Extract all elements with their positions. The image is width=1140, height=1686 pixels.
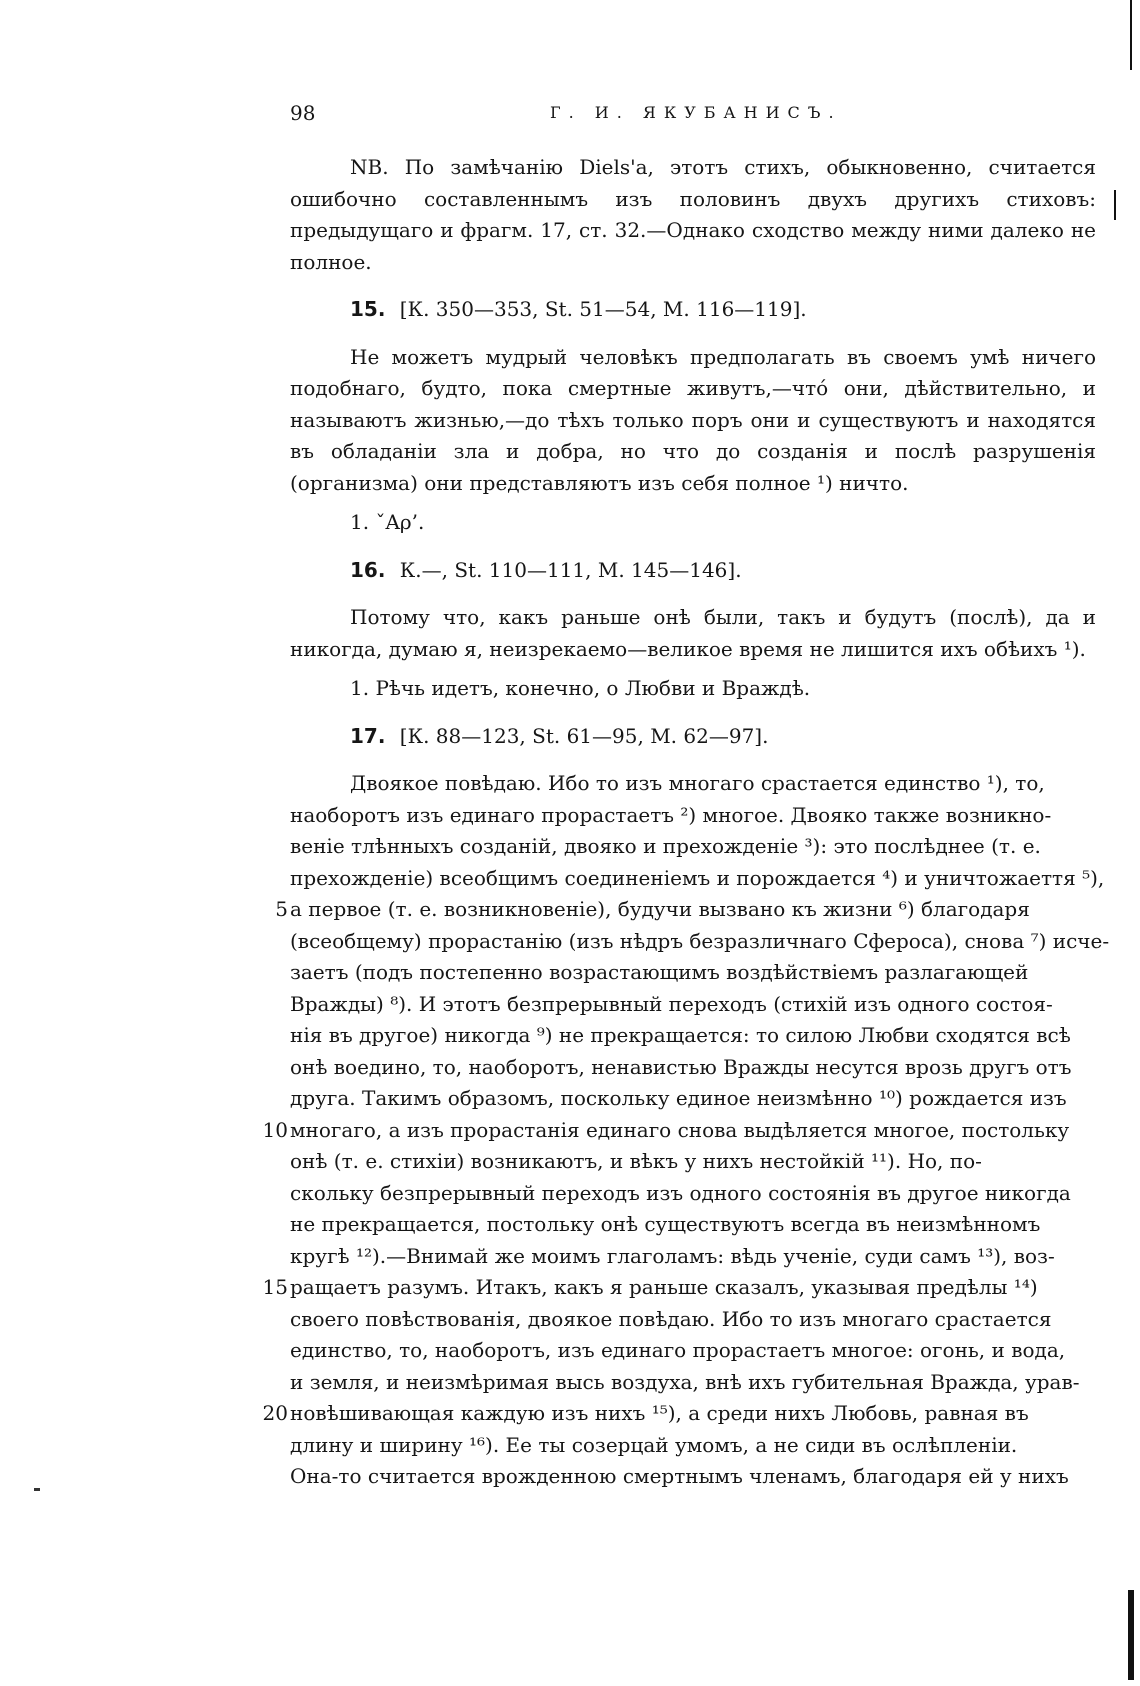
verse-line: [290, 1430, 1096, 1462]
verse-line: [290, 1304, 1096, 1336]
verse-line: [290, 1083, 1096, 1115]
line-number: 20: [262, 1401, 288, 1425]
fragment-16-footnote: 1. Рѣчь идетъ, конечно, о Любви и Враждѣ.: [350, 676, 811, 700]
scan-edge-bottom: [1128, 1590, 1134, 1680]
page-number: 98: [290, 101, 316, 125]
fragment-15-text: Не можетъ мудрый человѣкъ предполагать въ своемъ умѣ ничего подобнаго, будто, пока смертные живутъ,—чтó они, дѣйствительно, и называютъ жизнью,—до тѣхъ только поръ они и существуютъ и находятся въ обладаніи зла и добра, но что до созданія и послѣ разрушенія (организма) они представляютъ изъ себя полное ¹) ничто.: [290, 344, 1096, 495]
verse-line-text: и земля, и неизмѣримая высь воздуха, внѣ ихъ губительная Вражда, урав-: [290, 1369, 1080, 1394]
verse-line-text: (всеобщему) прорастанію (изъ нѣдръ безразличнаго Сфероса), снова ⁷) исче-: [290, 928, 1110, 953]
main-text: [262, 152, 1110, 1493]
verse-line: [275, 894, 1096, 926]
verse-line-text: нія въ другое) никогда ⁹) не прекращается: то силою Любви сходятся всѣ: [290, 1023, 1071, 1047]
fragment-17-verse: [262, 768, 1110, 1493]
verse-line: [290, 1020, 1096, 1052]
verse-line-text: новѣшивающая каждую изъ нихъ ¹⁵), а среди нихъ Любовь, равная въ: [290, 1401, 1029, 1425]
verse-line-text: ращаетъ разумъ. Итакъ, какъ я раньше сказалъ, указывая предѣлы ¹⁴): [290, 1275, 1038, 1299]
verse-line-text: Двоякое повѣдаю. Ибо то изъ многаго срастается единство ¹), то,: [350, 771, 1045, 795]
verse-line-text: заетъ (подъ постепенно возрастающимъ воздѣйствіемъ разлагающей: [290, 960, 1029, 984]
verse-line-text: а первое (т. е. возникновеніе), будучи вызвано къ жизни ⁶) благодаря: [290, 897, 1030, 921]
fragment-16-number: 16.: [350, 557, 386, 582]
verse-line: [290, 1052, 1096, 1084]
verse-line-text: онѣ воедино, то, наоборотъ, ненавистью Вражды несутся врозь другъ отъ: [290, 1054, 1072, 1079]
fragment-16-heading: [290, 555, 1096, 587]
scan-tick-mark: [34, 1488, 40, 1491]
fragment-15-number: 15.: [350, 297, 386, 321]
verse-line: [290, 1209, 1096, 1241]
fragment-16-text: Потому что, какъ раньше онѣ были, такъ и будутъ (послѣ), да и никогда, думаю я, неизрекаемо—великое время не лишится ихъ обѣихъ ¹).: [290, 605, 1096, 661]
verse-line-text: единство, то, наоборотъ, изъ единаго прорастаетъ многое: огонь, и вода,: [290, 1338, 1066, 1362]
verse-line-text: Она-то считается врожденною смертнымъ членамъ, благодаря ей у нихъ: [290, 1464, 1069, 1488]
verse-line: [290, 1335, 1096, 1367]
verse-line-text: длину и ширину ¹⁶). Ее ты созерцай умомъ, а не сиди въ ослѣпленіи.: [290, 1432, 1018, 1457]
verse-line: [290, 1461, 1096, 1493]
verse-line: [290, 768, 1096, 800]
verse-line-text: онѣ (т. е. стихіи) возникаютъ, и вѣкъ у нихъ нестойкій ¹¹). Но, по-: [290, 1149, 982, 1173]
verse-line-text: веніе тлѣнныхъ созданій, двояко и прехожденіе ³): это послѣднее (т. е.: [290, 834, 1041, 858]
verse-line: [290, 863, 1105, 895]
verse-line: [290, 800, 1096, 832]
verse-line-text: кругѣ ¹²).—Внимай же моимъ глаголамъ: вѣдь ученіе, суди самъ ¹³), воз-: [290, 1243, 1055, 1268]
verse-line: [290, 1146, 1096, 1178]
verse-line-text: не прекращается, постольку онѣ существуютъ всегда въ неизмѣнномъ: [290, 1212, 1041, 1236]
verse-line: [290, 926, 1110, 958]
line-number: 15: [262, 1275, 288, 1299]
verse-line: [290, 989, 1096, 1021]
fragment-15-refs: [К. 350—353, St. 51—54, М. 116—119].: [399, 297, 807, 321]
fragment-17-heading: [290, 721, 1096, 753]
verse-line-text: Вражды) ⁸). И этотъ безпрерывный переходъ (стихій изъ одного состоя-: [290, 991, 1053, 1016]
fragment-17-refs: [К. 88—123, St. 61—95, М. 62—97].: [399, 723, 769, 748]
verse-line-text: скольку безпрерывный переходъ изъ одного состоянія въ другое никогда: [290, 1180, 1071, 1205]
verse-line-text: наоборотъ изъ единаго прорастаетъ ²) многое. Двояко также возникно-: [290, 802, 1052, 827]
verse-line: [290, 1367, 1096, 1399]
verse-line: [262, 1398, 1096, 1430]
line-number: 5: [275, 897, 288, 921]
scan-edge-mid: [1114, 190, 1116, 220]
fragment-17-number: 17.: [350, 723, 386, 748]
verse-line: [290, 831, 1096, 863]
scan-edge-top: [1130, 0, 1132, 70]
verse-line-text: своего повѣствованія, двоякое повѣдаю. Ибо то изъ многаго срастается: [290, 1306, 1052, 1331]
running-title: Г. И. ЯКУБАНИСЪ.: [550, 103, 842, 122]
verse-line: [290, 1178, 1096, 1210]
verse-line: [262, 1115, 1096, 1147]
line-number: 10: [262, 1117, 288, 1142]
fragment-15-heading: [290, 294, 1096, 326]
verse-line: [290, 1241, 1096, 1273]
verse-line-text: друга. Такимъ образомъ, поскольку единое неизмѣнно ¹⁰) рождается изъ: [290, 1086, 1067, 1110]
fragment-15-footnote: 1. ˇΑρ’.: [350, 510, 425, 534]
nb-note: NB. По замѣчанію Diels'a, этотъ стихъ, обыкновенно, считается ошибочно составленнымъ изъ половинъ двухъ другихъ стиховъ: предыдущаго и фрагм. 17, ст. 32.—Однако сходство между ними далеко не полное.: [290, 155, 1096, 274]
verse-line-text: прехожденіе) всеобщимъ соединеніемъ и порождается ⁴) и уничтожаеття ⁵),: [290, 865, 1105, 890]
verse-line: [262, 1272, 1096, 1304]
verse-line-text: многаго, а изъ прорастанія единаго снова выдѣляется многое, постольку: [290, 1117, 1070, 1142]
verse-line: [290, 957, 1096, 989]
running-head: [290, 101, 845, 131]
fragment-16-refs: К.—, St. 110—111, М. 145—146].: [399, 557, 742, 582]
